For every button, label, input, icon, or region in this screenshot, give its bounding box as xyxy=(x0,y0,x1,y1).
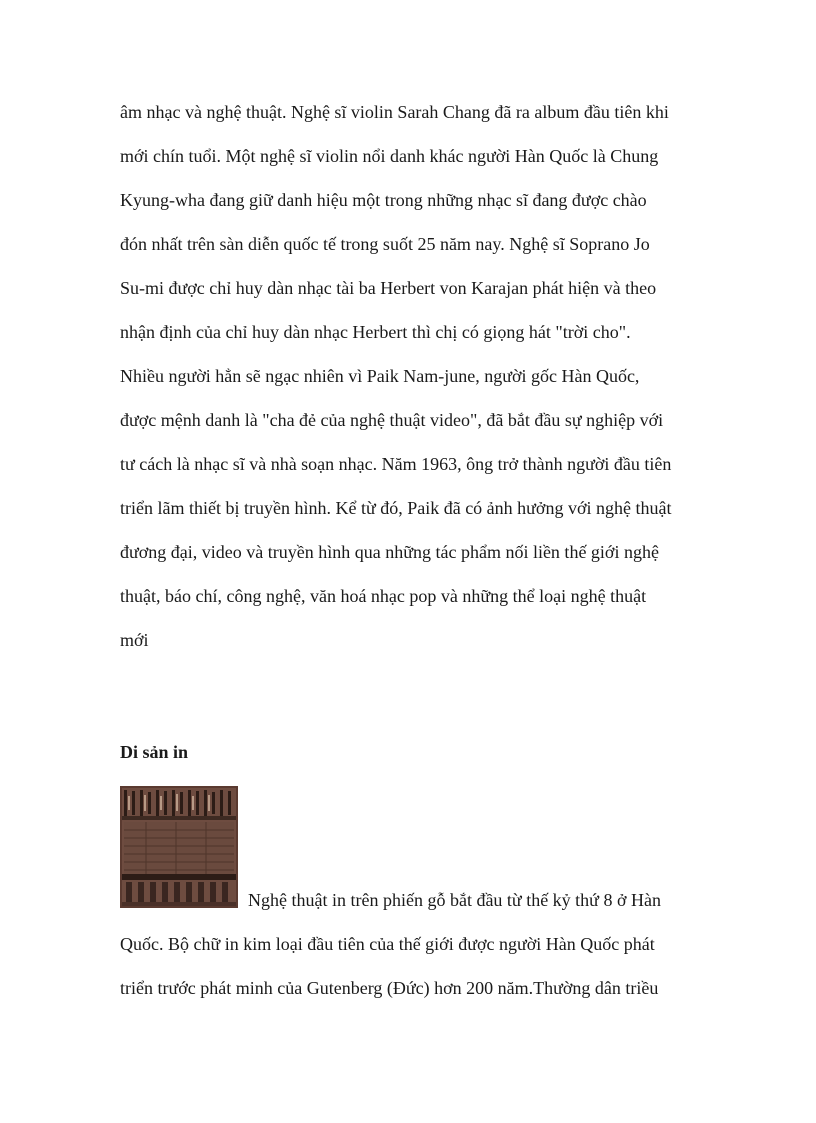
paragraph-printing-heritage xyxy=(120,884,710,1016)
text-line: Nghệ thuật in trên phiến gỗ bắt đầu từ thế kỷ thứ 8 ở Hàn xyxy=(248,890,661,910)
text-line: nhận định của chỉ huy dàn nhạc Herbert thì chị có giọng hát "trời cho". xyxy=(120,322,631,342)
text-line: triển lãm thiết bị truyền hình. Kể từ đó, Paik đã có ảnh hưởng với nghệ thuật xyxy=(120,498,672,518)
text-line: triển trước phát minh của Gutenberg (Đức) hơn 200 năm.Thường dân triều xyxy=(120,978,659,998)
text-line: được mệnh danh là "cha đẻ của nghệ thuật video", đã bắt đầu sự nghiệp với xyxy=(120,410,664,430)
text-line: thuật, báo chí, công nghệ, văn hoá nhạc pop và những thể loại nghệ thuật xyxy=(120,586,647,606)
text-line: mới chín tuổi. Một nghệ sĩ violin nổi danh khác người Hàn Quốc là Chung xyxy=(120,146,659,166)
text-line: Su-mi được chỉ huy dàn nhạc tài ba Herbert von Karajan phát hiện và theo xyxy=(120,278,657,298)
text-line: tư cách là nhạc sĩ và nhà soạn nhạc. Năm 1963, ông trở thành người đầu tiên xyxy=(120,454,672,474)
text-line: âm nhạc và nghệ thuật. Nghệ sĩ violin Sarah Chang đã ra album đầu tiên khi xyxy=(120,102,669,122)
text-line: Kyung-wha đang giữ danh hiệu một trong những nhạc sĩ đang được chào xyxy=(120,190,647,210)
text-line: mới xyxy=(120,630,149,650)
text-line: đón nhất trên sàn diễn quốc tế trong suốt 25 năm nay. Nghệ sĩ Soprano Jo xyxy=(120,234,650,254)
text-line: Quốc. Bộ chữ in kim loại đầu tiên của thế giới được người Hàn Quốc phát xyxy=(120,934,655,954)
section-heading: Di sản in xyxy=(120,742,189,762)
paragraph-music-art xyxy=(120,96,710,668)
text-line: đương đại, video và truyền hình qua những tác phẩm nối liền thế giới nghệ xyxy=(120,542,659,562)
text-line: Nhiều người hẳn sẽ ngạc nhiên vì Paik Nam-june, người gốc Hàn Quốc, xyxy=(120,366,640,386)
